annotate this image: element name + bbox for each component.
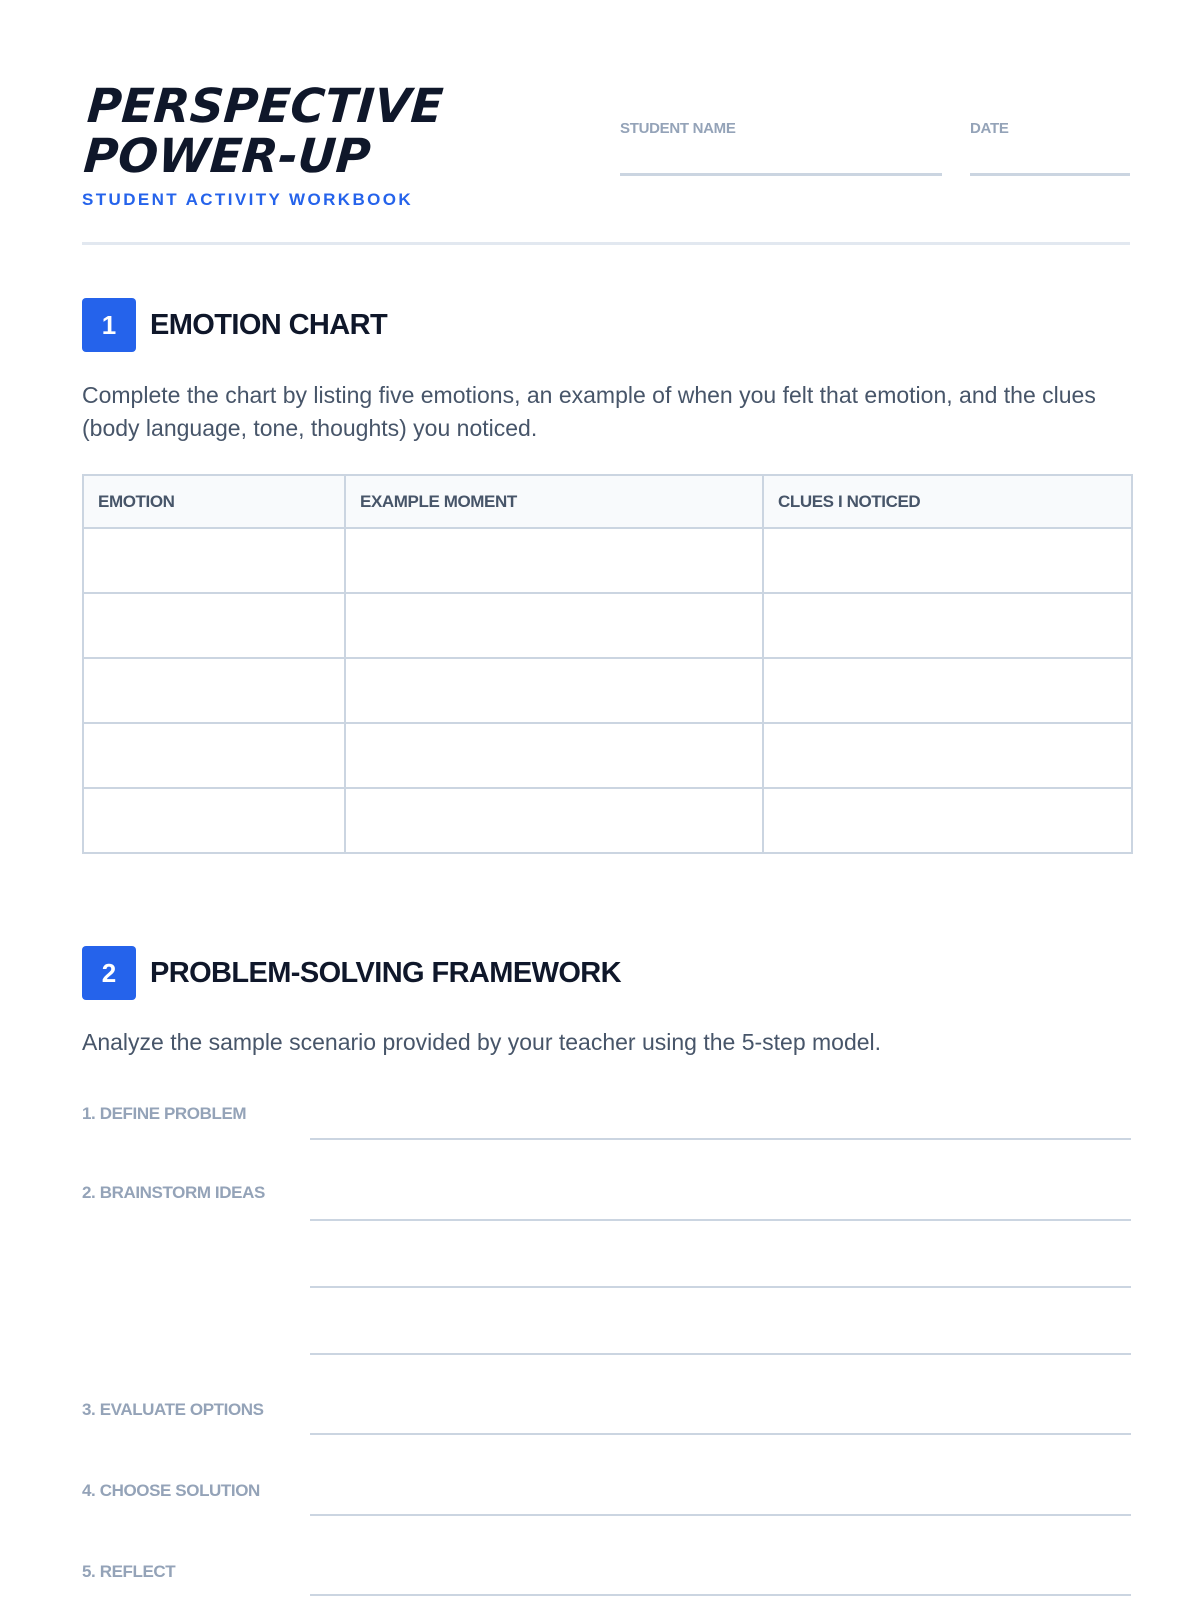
table-cell[interactable] [345, 723, 763, 788]
step-label-brainstorm-ideas: 2. BRAINSTORM IDEAS [82, 1183, 265, 1202]
table-row [83, 788, 1132, 853]
table-cell[interactable] [763, 723, 1132, 788]
section-1-heading [82, 298, 387, 352]
table-cell[interactable] [83, 593, 345, 658]
answer-line-define-problem[interactable] [310, 1138, 1131, 1140]
title-line-1: PERSPECTIVE [85, 79, 445, 134]
table-cell[interactable] [83, 658, 345, 723]
table-cell[interactable] [345, 658, 763, 723]
answer-line-reflect[interactable] [310, 1594, 1131, 1596]
section-1-badge: 1 [82, 298, 136, 352]
student-name-field[interactable] [620, 120, 736, 137]
table-cell[interactable] [763, 658, 1132, 723]
table-row [83, 658, 1132, 723]
title-line-2: POWER-UP [81, 129, 373, 184]
table-cell[interactable] [83, 723, 345, 788]
column-header-emotion: EMOTION [83, 475, 345, 528]
subtitle: STUDENT ACTIVITY WORKBOOK [82, 190, 414, 209]
header [81, 79, 1130, 245]
step-label-reflect: 5. REFLECT [82, 1562, 176, 1581]
date-label: DATE [970, 120, 1009, 137]
answer-line-evaluate-options[interactable] [310, 1433, 1131, 1435]
table-cell[interactable] [83, 528, 345, 593]
table-row [83, 723, 1132, 788]
step-label-define-problem: 1. DEFINE PROBLEM [82, 1104, 247, 1123]
section-2-instructions: Analyze the sample scenario provided by your teacher using the 5-step model. [82, 1029, 882, 1055]
date-line [970, 173, 1130, 176]
section-2-title: PROBLEM-SOLVING FRAMEWORK [150, 956, 621, 989]
table-row [83, 593, 1132, 658]
column-header-example-moment: EXAMPLE MOMENT [345, 475, 763, 528]
step-label-evaluate-options: 3. EVALUATE OPTIONS [82, 1400, 264, 1419]
table-cell[interactable] [345, 528, 763, 593]
step-label-choose-solution: 4. CHOOSE SOLUTION [82, 1481, 260, 1500]
table-cell[interactable] [345, 593, 763, 658]
section-1-title: EMOTION CHART [150, 308, 388, 341]
table-header-row [83, 475, 1132, 528]
table-cell[interactable] [345, 788, 763, 853]
table-cell[interactable] [83, 788, 345, 853]
answer-line-brainstorm-ideas-1[interactable] [310, 1219, 1131, 1221]
column-header-clues: CLUES I NOTICED [763, 475, 1132, 528]
answer-line-choose-solution[interactable] [310, 1514, 1131, 1516]
section-2-badge: 2 [82, 946, 136, 1000]
section-1-instructions: Complete the chart by listing five emotions, an example of when you felt that emotion, and the clues (body language, tone, thoughts) you noticed. [82, 382, 1096, 441]
table-cell[interactable] [763, 788, 1132, 853]
answer-line-brainstorm-ideas-3[interactable] [310, 1353, 1131, 1355]
answer-line-brainstorm-ideas-2[interactable] [310, 1286, 1131, 1288]
student-name-line [620, 173, 942, 176]
section-2-heading [82, 946, 621, 1000]
student-name-label: STUDENT NAME [620, 120, 736, 137]
table-cell[interactable] [763, 593, 1132, 658]
table-row [83, 528, 1132, 593]
table-cell[interactable] [763, 528, 1132, 593]
emotion-chart-table [82, 474, 1133, 854]
page-title [81, 79, 509, 184]
date-field[interactable] [970, 120, 1009, 137]
